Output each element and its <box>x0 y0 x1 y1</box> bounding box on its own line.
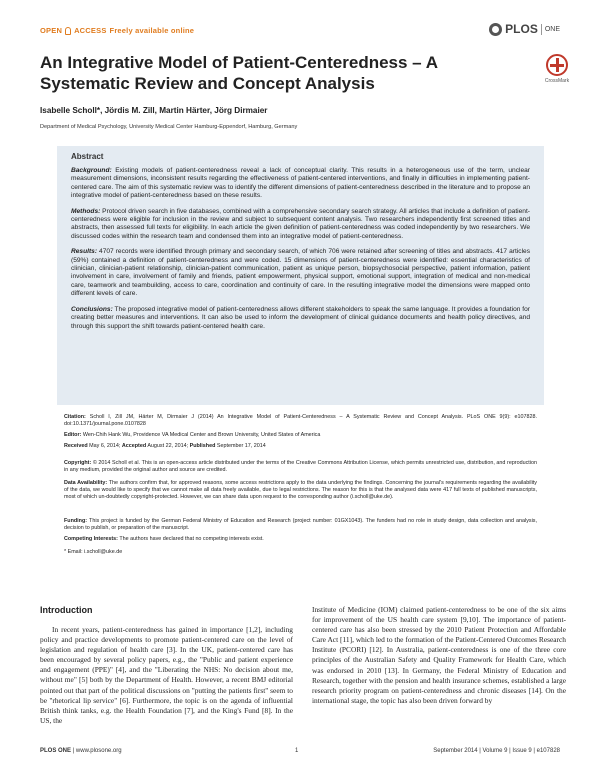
crossmark-label: CrossMark <box>544 78 570 84</box>
crossmark-badge[interactable] <box>544 54 570 84</box>
footer-issue: September 2014 | Volume 9 | Issue 9 | e107828 <box>433 748 560 754</box>
freely-available-label: Freely available online <box>109 26 195 35</box>
journal-logo[interactable] <box>489 22 560 36</box>
open-label: OPEN <box>40 26 63 35</box>
abstract-results: Results: 4707 records were identified through primary and secondary search, of which 706 were retained after screening of titles and abstracts. 417 articles (59%) contained a definition of patient-centeredness and were coded. 15 dimensions of patient-centeredness were identified: essential characteristics of clinician, clinician-patient relationship, clinician-patient communication, patient as unique person, biopsychosocial perspective, patient information, patient involvement in care, involvement of family and friends, patient empowerment, physical support, emotional support, integration of medical and non-medical care, teamwork and teambuilding, access to care, coordination and continuity of care. In the resulting integrative model the dimensions were mapped onto different levels of care. <box>71 248 530 298</box>
footer-url[interactable]: | www.plosone.org <box>71 748 122 754</box>
journal-logo-sub: ONE <box>544 25 560 33</box>
introduction-heading: Introduction <box>40 605 93 615</box>
author-list: Isabelle Scholl*, Jördis M. Zill, Martin Härter, Jörg Dirmaier <box>40 106 268 115</box>
abstract-conclusions: Conclusions: The proposed integrative model of patient-centeredness allows different stakeholders to speak the same language. It provides a foundation for creating better measures and interventions. It can also be used to inform the development of clinical guidance documents and health policy directives, and through this support the shift towards patient-centered health care. <box>71 305 530 330</box>
abstract-heading: Abstract <box>71 152 104 161</box>
article-title: An Integrative Model of Patient-Centeredness – A Systematic Review and Concept Analysis <box>40 53 438 93</box>
footer-journal: PLOS ONE <box>40 748 72 754</box>
introduction-left-column: In recent years, patient-centeredness has gained in importance [1,2], including policy and practice developments to promote patient-centered care on the level of legislation and regulation of health care [3]. In the UK, patient-centered care has been encouraged by several policy papers, e.g., the "Public and patient experience and engagement (PPE)" [4], and the "Liberating the NHS: No decision about me, without me" [5] both by the Department of Health. However, a recent BMJ editorial pointed out that part of the political discussions on "putting the patients first" seem to be "rhetorical lip service" [6]. Furthermore, the topic is on the agenda of influential British think tanks, e.g. the Health Foundation [7], and the King's Fund [8]. In the US, the <box>40 625 293 725</box>
editor: Editor: Wen-Chih Hank Wu, Providence VA Medical Center and Brown University, United States of America <box>64 432 321 438</box>
journal-logo-text: PLOS <box>505 22 538 36</box>
page-number: 1 <box>295 748 299 754</box>
abstract-methods: Methods: Protocol driven search in five databases, combined with a comprehensive secondary search strategy. All articles that include a definition of patient-centeredness were eligible for inclusion in the review and subject to subsequent content analysis. Two researchers independently first screened titles and abstracts, then assessed full texts for eligibility. In each article the given definition of patient-centeredness was coded independently by two researchers. We discussed codes within the research team and condensed them into an integrative model of patient-centeredness. <box>71 207 530 240</box>
plos-logo-icon <box>489 23 502 36</box>
access-label: ACCESS <box>74 26 107 35</box>
citation: Citation: Scholl I, Zill JM, Härter M, Dirmaier J (2014) An Integrative Model of Patient-Centeredness – A Systematic Review and Concept Analysis. PLoS ONE 9(9): e107828. doi:10.1371/journal.pone.0107828 <box>64 414 537 427</box>
data-availability: Data Availability: The authors confirm that, for approved reasons, some access restrictions apply to the data underlying the findings. Concerning the journal's requirements regarding the availability of the data, we would like to specify that we cannot make all data freely available, due to legal restrictions. The reason for this is that the analysed data were 417 full texts of published manuscripts, most of which un-doubtedly copyright-protected. However, we can share data upon request to the corresponding author (i.scholl@uke.de). <box>64 480 538 500</box>
abstract-background: Background: Existing models of patient-centeredness reveal a lack of conceptual clarity. This results in a heterogeneous use of the term, unclear measurement dimensions, inconsistent results regarding the effectiveness of patient-centered interventions, and finally in difficulties in implementing patient-centered care. The aim of this systematic review was to identify the different dimensions of patient-centeredness described in the literature and to propose an integrative model of patient-centeredness based on these results. <box>71 167 530 200</box>
open-access-banner <box>40 26 194 35</box>
dates: Received May 6, 2014; Accepted August 22, 2014; Published September 17, 2014 <box>64 443 266 449</box>
abstract-box <box>57 146 544 405</box>
copyright: Copyright: © 2014 Scholl et al. This is an open-access article distributed under the terms of the Creative Commons Attribution License, which permits unrestricted use, distribution, and reproduction in any medium, provided the original author and source are credited. <box>64 460 537 473</box>
affiliation: Department of Medical Psychology, University Medical Center Hamburg-Eppendorf, Hamburg, Germany <box>40 124 298 130</box>
funding: Funding: This project is funded by the German Federal Ministry of Education and Research (project number: 01GX1043). The funders had no role in study design, data collection and analysis, decision to publish, or preparation of the manuscript. <box>64 518 537 531</box>
corresponding-email[interactable]: * Email: i.scholl@uke.de <box>64 549 123 555</box>
introduction-right-column: Institute of Medicine (IOM) claimed patient-centeredness to be one of the six aims for improvement of the US health care system [9,10]. The importance of patient-centered care has also been stressed by the 2010 Patient Protection and Affordable Care Act [11], which led to the formation of the Patient-Centered Outcomes Research Institute (PCORI) [12]. In Australia, patient-centeredness is one of the three core principles of the Australian Safety and Quality Framework for Health Care, which was endorsed in 2010 [13]. In Germany, the Federal Ministry of Education and Research, together with the pension and health insurance schemes, established a large research priority program on patient-centeredness and chronic diseases [14]. On the international stage, the topic has also been driven forward by <box>312 605 566 705</box>
competing-interests: Competing Interests: The authors have declared that no competing interests exist. <box>64 536 264 542</box>
crossmark-icon <box>546 54 568 76</box>
open-access-lock-icon <box>65 27 71 35</box>
